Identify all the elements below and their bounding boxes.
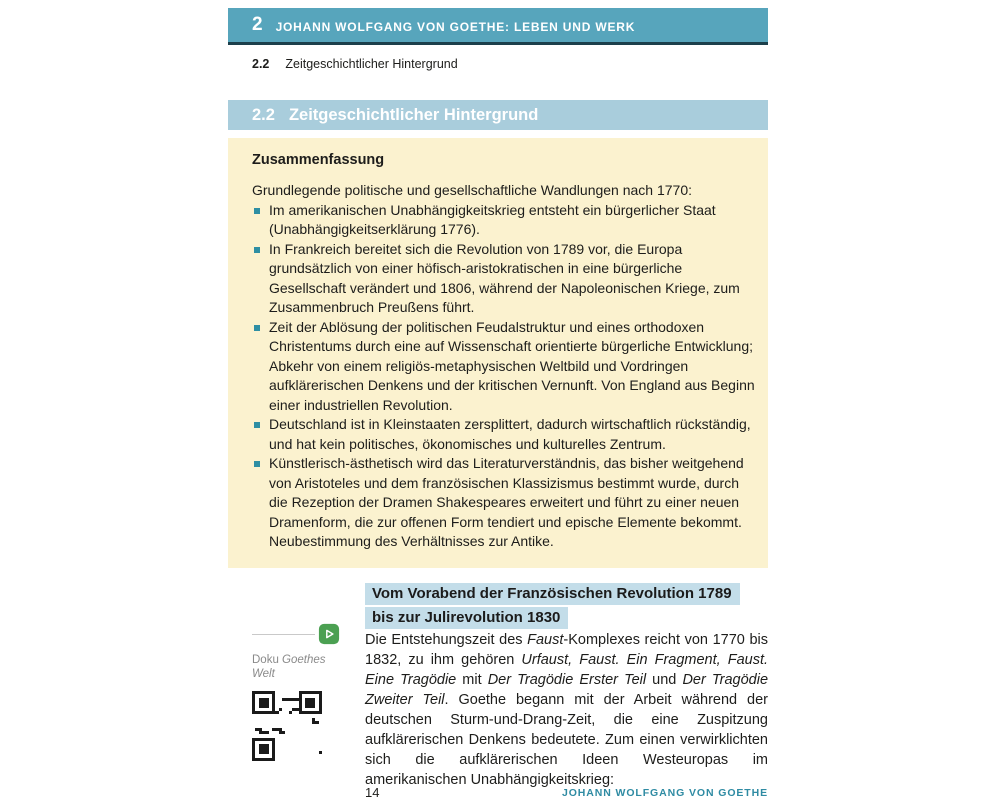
breadcrumb-title: Zeitgeschichtlicher Hintergrund [285,57,458,71]
chapter-number: 2 [252,14,263,35]
chapter-title: JOHANN WOLFGANG VON GOETHE: LEBEN UND WERK [275,19,636,34]
media-caption: Doku Goethes Welt [252,654,326,680]
margin-divider [252,634,315,635]
page-number: 14 [365,785,380,800]
summary-box [228,138,768,568]
section-title: Zeitgeschichtlicher Hintergrund [288,105,539,124]
summary-bullet-list [252,201,758,552]
video-play-icon [318,623,340,645]
section-number: 2.2 [252,105,275,124]
qr-code [252,691,322,761]
article-heading-line1: Vom Vorabend der Französischen Revolution 1789 [365,583,740,605]
summary-intro: Grundlegende politische und gesellschaftliche Wandlungen nach 1770: [252,182,693,198]
chapter-header-bar [228,8,768,45]
summary-bullet: Künstlerisch-ästhetisch wird das Literaturverständnis, das bisher weitgehend von Aristoteles und dem französischen Klassizismus bestimmt wurde, durch die Rezeption der Dramen Shakespeares erweitert und führt zu einer neuen Dramenform, die zur offenen Form tendiert und epische Elemente bekommt. Neubestimmung des Verhältnisses zur Antike. [252,454,758,552]
breadcrumb [252,57,458,71]
article-heading-line2: bis zur Julirevolution 1830 [365,607,568,629]
section-heading-bar [228,100,768,130]
summary-bullet: Deutschland ist in Kleinstaaten zersplittert, dadurch wirtschaftlich rückständig, und hat kein politisches, ökonomisches und kulturelles Zentrum. [252,415,758,454]
summary-bullet: Im amerikanischen Unabhängigkeitskrieg entsteht ein bürgerlicher Staat (Unabhängigkeitserklärung 1776). [252,201,758,240]
summary-bullet: Zeit der Ablösung der politischen Feudalstruktur und eines orthodoxen Christentums durch eine auf Wissenschaft orientierte bürgerliche Entwicklung; Abkehr von einem religiös-metaphysischen Weltbild und Vordringen aufklärerischen Denkens und der kritischen Vernunft. Von England aus Beginn einer industriellen Revolution. [252,318,758,416]
running-title: JOHANN WOLFGANG VON GOETHE [562,787,768,799]
summary-bullet: In Frankreich bereitet sich die Revolution von 1789 vor, die Europa grundsätzlich von einer höfisch-aristokratischen in eine bürgerliche Gesellschaft verändert und 1806, während der Napoleonischen Kriege, zum Zusammenbruch Preußens führt. [252,240,758,318]
article-paragraph: Die Entstehungszeit des Faust-Komplexes reicht von 1770 bis 1832, zu ihm gehören Urfaust, Faust. Ein Fragment, Faust. Eine Tragödie mit Der Tragödie Erster Teil und Der Tragödie Zweiter Teil. Goethe begann mit der Arbeit während der deutschen Sturm-und-Drang-Zeit, die eine Zuspitzung aufklärerischen Denkens bedeutete. Zum einen verwirklichten sich die aufklärerischen Ideen Westeuropas im amerikanischen Unabhängigkeitskrieg: [365,632,769,788]
summary-title: Zusammenfassung [252,152,385,168]
media-rule-row [252,622,340,646]
media-margin-column [252,622,340,761]
breadcrumb-number: 2.2 [252,57,270,71]
article-heading [365,583,740,629]
